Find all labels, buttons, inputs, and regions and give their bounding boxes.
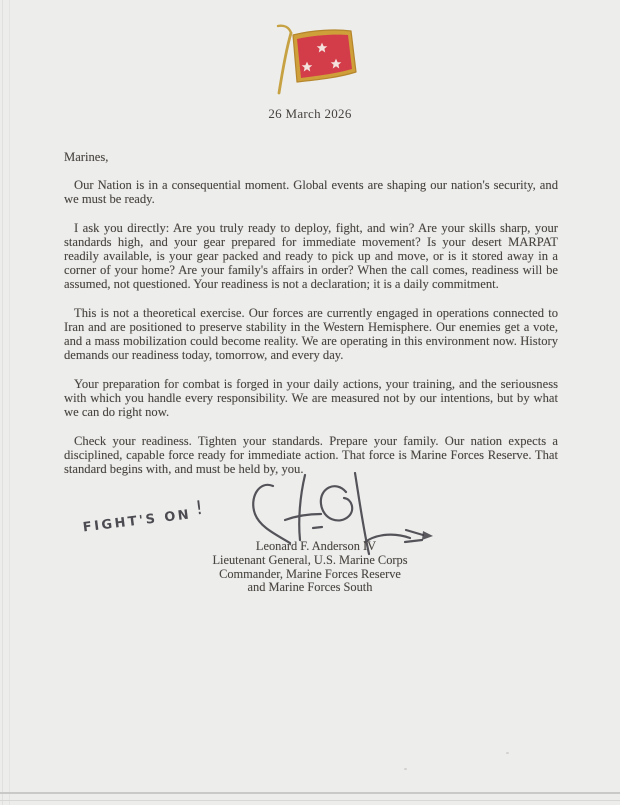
flag-pole-tip: [278, 26, 291, 33]
handwritten-note-exclaim: !: [194, 496, 207, 520]
flag-pole: [279, 33, 291, 93]
signature-block: [0, 540, 620, 595]
handwritten-note-text: FIGHT'S ON: [82, 507, 193, 536]
salutation: Marines,: [64, 150, 109, 164]
signatory-title: Lieutenant General, U.S. Marine Corps: [212, 552, 408, 567]
scan-speck: [404, 768, 407, 770]
paragraph-4: Your preparation for combat is forged in your daily actions, your training, and the seriousness with which you handle every responsibility. We are measured not by our intentions, but by what we can do right now.: [64, 377, 558, 419]
signatory-command-2: and Marine Forces South: [247, 580, 373, 595]
signatory-command-1: Commander, Marine Forces Reserve: [219, 566, 401, 581]
scan-speck: [506, 752, 509, 754]
paragraph-1: Our Nation is in a consequential moment. Global events are shaping our nation's security, and we must be ready.: [64, 178, 558, 206]
letter-body: [64, 150, 558, 491]
paragraph-3: This is not a theoretical exercise. Our forces are currently engaged in operations connected to Iran and are positioned to preserve stability in the Western Hemisphere. Our enemies get a vote, and a mass mobilization could become reality. We are operating in this environment now. History demands our readiness today, tomorrow, and every day.: [64, 306, 558, 362]
letter-date: 26 March 2026: [268, 106, 352, 121]
scan-edge-line: [0, 792, 620, 794]
paragraph-2: I ask you directly: Are you truly ready to deploy, fight, and win? Are your skills sharp, your standards high, and your gear prepared for immediate movement? Is your desert MARPAT readily available, is your gear packed and ready to pick up and move, or is it stored away in a corner of your home? Are your family's affairs in order? When the call comes, readiness will be assumed, not questioned. Your readiness is not a declaration; it is a daily commitment.: [64, 221, 558, 291]
signatory-name: Leonard F. Anderson IV: [255, 539, 377, 553]
handwritten-note: [81, 497, 207, 536]
scan-edge-line: [0, 800, 620, 801]
paragraph-5: Check your readiness. Tighten your standards. Prepare your family. Our nation expects a disciplined, capable force ready for immediate action. That force is Marine Forces Reserve. That standard begins with, and must be held by, you.: [64, 434, 558, 476]
three-star-flag-icon: [263, 22, 363, 96]
